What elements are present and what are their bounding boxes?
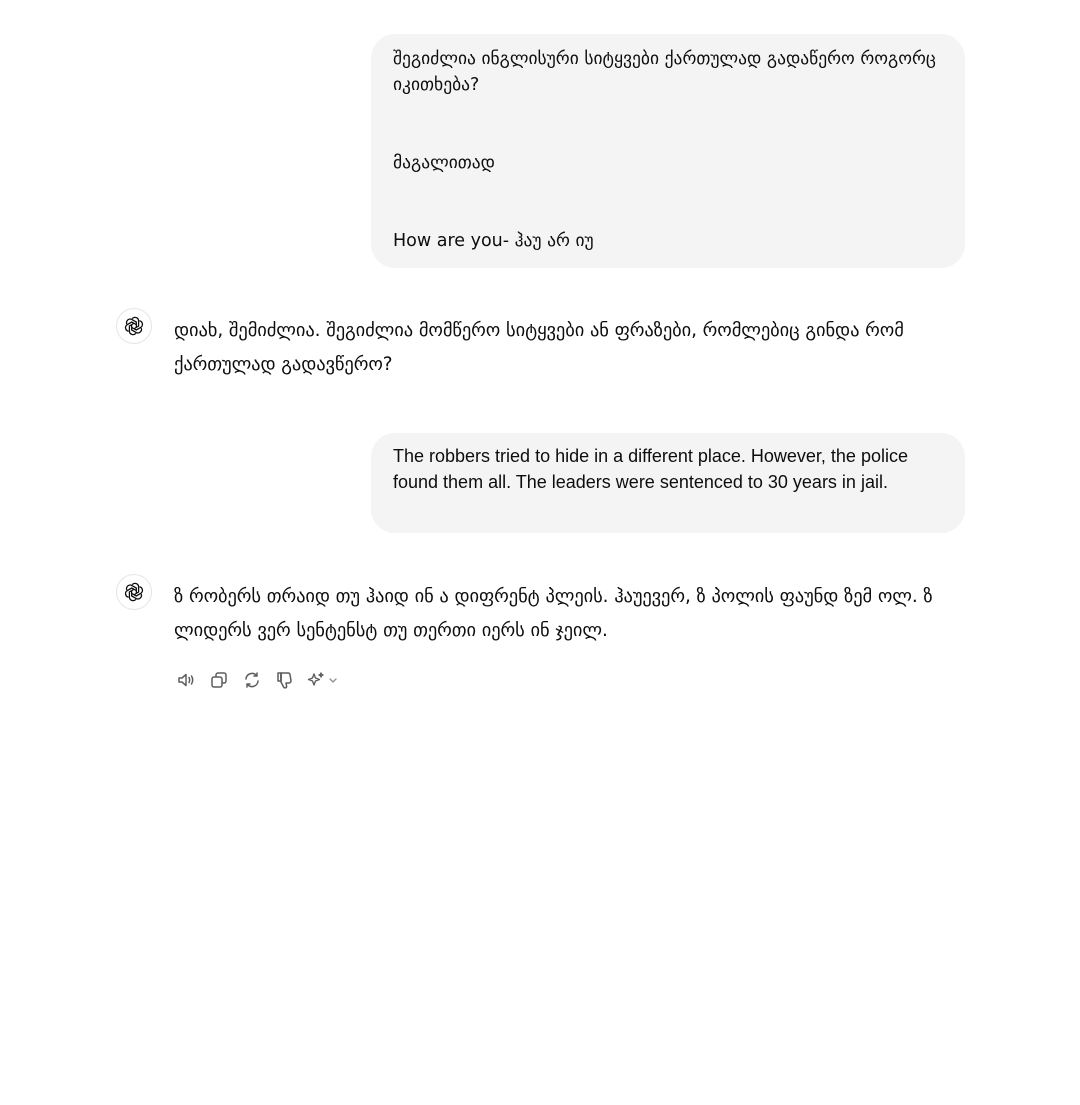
sparkle-icon bbox=[306, 670, 326, 690]
user-message-text: შეგიძლია ინგლისური სიტყვები ქართულად გადაწერო როგორც იკითხება? მაგალითად How are you- ჰაუ არ იუ bbox=[393, 49, 936, 251]
switch-model-button[interactable] bbox=[306, 668, 342, 691]
user-message-text: The robbers tried to hide in a different place. However, the police found them all. The leaders were sentenced to 30 years in jail. bbox=[393, 446, 913, 492]
user-message-bubble bbox=[371, 433, 965, 533]
message-action-bar bbox=[174, 668, 342, 691]
openai-logo-icon bbox=[123, 315, 145, 337]
regenerate-button[interactable] bbox=[240, 668, 263, 691]
openai-logo-icon bbox=[123, 581, 145, 603]
copy-button[interactable] bbox=[207, 668, 230, 691]
assistant-avatar bbox=[116, 308, 152, 344]
thumbs-down-button[interactable] bbox=[273, 668, 296, 691]
user-message-bubble bbox=[371, 34, 965, 268]
assistant-avatar bbox=[116, 574, 152, 610]
assistant-message-text: ზ რობერს თრაიდ თუ ჰაიდ ინ ა დიფრენტ პლეის. ჰაუევერ, ზ პოლის ფაუნდ ზემ ოლ. ზ ლიდერს ვერ სენტენსტ თუ თერთი იერს ინ ჯეილ. bbox=[174, 586, 933, 641]
thumbs-down-icon bbox=[275, 670, 295, 690]
chevron-down-icon bbox=[328, 675, 338, 685]
copy-icon bbox=[209, 670, 229, 690]
read-aloud-icon bbox=[176, 670, 196, 690]
read-aloud-button[interactable] bbox=[174, 668, 197, 691]
regenerate-icon bbox=[242, 670, 262, 690]
assistant-message-text: დიახ, შემიძლია. შეგიძლია მომწერო სიტყვები ან ფრაზები, რომლებიც გინდა რომ ქართულად გადავწერო? bbox=[174, 320, 904, 375]
